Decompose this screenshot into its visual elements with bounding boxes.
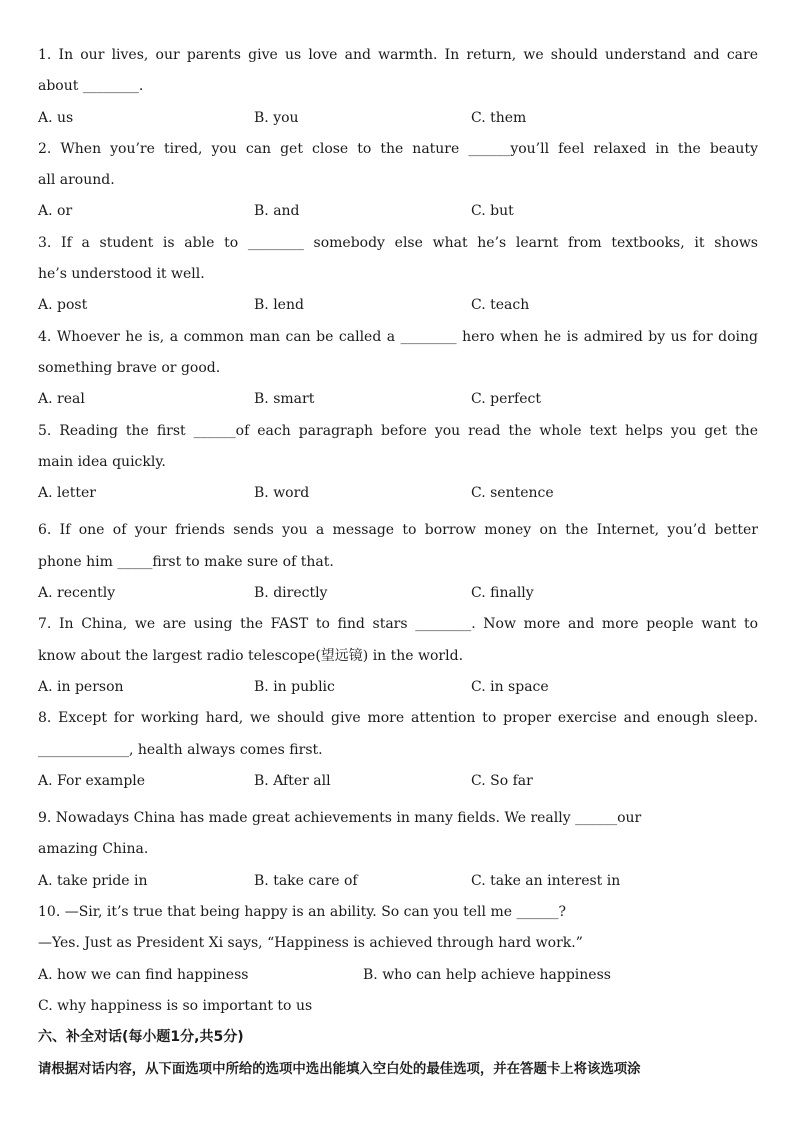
option-c: C. teach xyxy=(471,297,530,314)
option-b: B. in public xyxy=(254,678,335,695)
question-text: —Yes. Just as President Xi says, “Happiness is achieved through hard work.” xyxy=(38,935,583,952)
option-a: A. us xyxy=(38,109,74,126)
question-text: 1. In our lives, our parents give us love and warmth. In return, we should understand and care xyxy=(38,47,758,63)
option-c: C. them xyxy=(471,109,527,126)
options-row xyxy=(38,991,758,1022)
option-b: B. you xyxy=(254,109,299,126)
question-5 xyxy=(38,416,758,510)
question-text: 9. Nowadays China has made great achievements in many fields. We really ______our xyxy=(38,810,642,827)
question-10 xyxy=(38,897,758,1022)
option-b: B. directly xyxy=(254,585,328,602)
option-b: B. word xyxy=(254,485,310,502)
question-text: main idea quickly. xyxy=(38,453,166,470)
question-9 xyxy=(38,803,758,897)
option-a: A. take pride in xyxy=(38,872,148,889)
section-instruction: 请根据对话内容，从下面选项中所给的选项中选出能填入空白处的最佳选项，并在答题卡上将该选项涂 xyxy=(38,1061,641,1077)
question-text: 2. When you’re tired, you can get close to the nature ______you’ll feel relaxed in the beauty xyxy=(38,140,758,157)
question-text: amazing China. xyxy=(38,841,149,858)
options-row xyxy=(38,103,758,134)
options-row xyxy=(38,384,758,415)
option-b: B. and xyxy=(254,203,300,220)
question-text: _____________, health always comes first. xyxy=(38,741,323,758)
option-b: B. who can help achieve happiness xyxy=(363,966,611,983)
option-a: A. how we can find happiness xyxy=(38,966,249,983)
option-c: C. take an interest in xyxy=(471,872,621,889)
option-a: A. or xyxy=(38,203,73,220)
option-a: A. in person xyxy=(38,678,124,695)
option-b: B. smart xyxy=(254,391,315,408)
question-1 xyxy=(38,40,758,134)
question-text: know about the largest radio telescope(望远镜) in the world. xyxy=(38,647,464,664)
options-row xyxy=(38,196,758,227)
question-6 xyxy=(38,515,758,609)
question-4 xyxy=(38,322,758,416)
question-text: about ________. xyxy=(38,78,144,95)
question-7 xyxy=(38,609,758,703)
option-b: B. After all xyxy=(254,772,331,789)
question-text: 7. In China, we are using the FAST to find stars ________. Now more and more people want to xyxy=(38,616,758,633)
option-c: C. sentence xyxy=(471,485,554,502)
options-row xyxy=(38,766,758,797)
option-a: A. real xyxy=(38,391,85,408)
option-b: B. take care of xyxy=(254,872,358,889)
question-text: something brave or good. xyxy=(38,359,221,376)
question-text: he’s understood it well. xyxy=(38,266,205,283)
question-3 xyxy=(38,228,758,322)
question-2 xyxy=(38,134,758,228)
question-8 xyxy=(38,703,758,797)
question-text: all around. xyxy=(38,172,115,189)
option-c: C. in space xyxy=(471,678,549,695)
option-a: A. For example xyxy=(38,772,146,789)
options-row xyxy=(38,290,758,321)
option-c: C. So far xyxy=(471,772,533,789)
option-c: C. finally xyxy=(471,585,534,602)
question-text: 10. —Sir, it’s true that being happy is an ability. So can you tell me ______? xyxy=(38,904,566,921)
option-c: C. why happiness is so important to us xyxy=(38,997,313,1014)
question-text: 3. If a student is able to ________ somebody else what he’s learnt from textbooks, it shows xyxy=(38,234,758,251)
question-text: 6. If one of your friends sends you a message to borrow money on the Internet, you’d better xyxy=(38,522,758,539)
options-row xyxy=(38,578,758,609)
question-text: phone him _____first to make sure of that. xyxy=(38,553,334,570)
option-a: A. post xyxy=(38,297,88,314)
option-a: A. recently xyxy=(38,585,116,602)
question-text: 5. Reading the first ______of each paragraph before you read the whole text helps you get the xyxy=(38,422,758,439)
options-row xyxy=(38,672,758,703)
option-c: C. perfect xyxy=(471,391,541,408)
options-row xyxy=(38,478,758,509)
section-heading: 六、补全对话(每小题1分,共5分) xyxy=(38,1029,244,1046)
question-text: 4. Whoever he is, a common man can be called a ________ hero when he is admired by us for doing xyxy=(38,328,758,345)
question-text: 8. Except for working hard, we should give more attention to proper exercise and enough sleep. xyxy=(38,710,758,727)
exam-page xyxy=(38,40,758,1085)
options-row xyxy=(38,866,758,897)
options-row xyxy=(38,960,758,991)
option-a: A. letter xyxy=(38,485,97,502)
option-c: C. but xyxy=(471,203,514,220)
option-b: B. lend xyxy=(254,297,304,314)
